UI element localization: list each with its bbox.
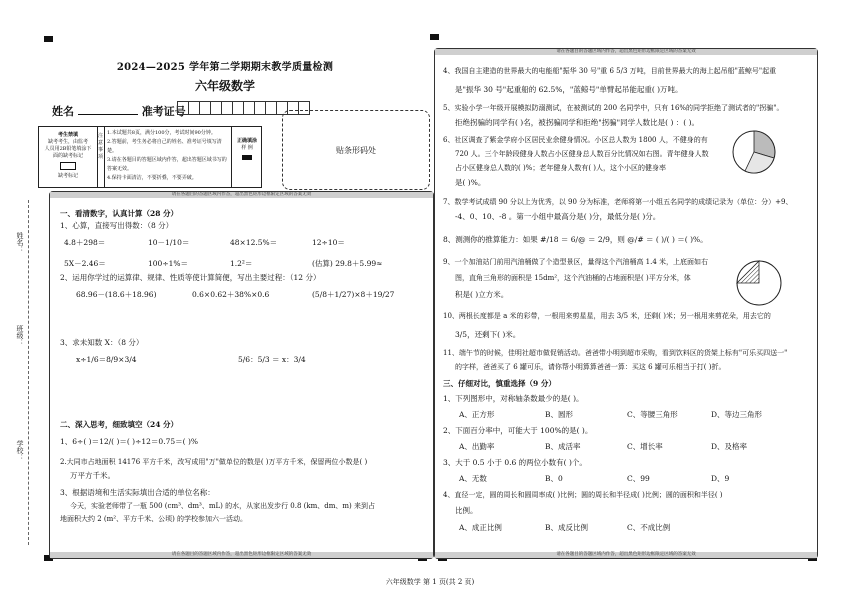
- registration-mark: [430, 34, 439, 40]
- choice-option[interactable]: D、等边三角形: [711, 410, 763, 419]
- fill-q11: 11、端午节的时候，佳明社超市做促销活动。爸爸带小明到超市采购，看到饮料区的货架上标有"可乐买四送一": [443, 349, 788, 357]
- fill-q8: 8、测测你的推算能力：如果 #/18 ＝ 6/@ ＝ 2/9，则 @/# ＝ ( )/( ) ＝( )%。: [443, 235, 708, 244]
- fill-example: 正确填涂 样 例: [231, 127, 262, 187]
- answer-zone-strip: 请在各题目的答题区域内作答，超出黑色矩形边框限定区域的答案无效: [435, 49, 817, 55]
- choice-option[interactable]: D、及格率: [711, 442, 748, 451]
- page-footer: 六年级数学 第 1 页(共 2 页): [385, 578, 475, 586]
- absent-checkbox[interactable]: [60, 162, 76, 170]
- choice-option[interactable]: A、出勤率: [459, 442, 495, 451]
- fill-q10-cont: 3/5，还剩下( )米。: [455, 330, 521, 339]
- choice-option[interactable]: C、等腰三角形: [627, 410, 678, 419]
- fill-q5-cont: 拒绝拐骗的同学有( )名，被拐骗同学和拒绝"拐骗"同学人数比是( ) ：( )。: [455, 118, 699, 127]
- choice-q4-cont: 比例。: [455, 506, 478, 515]
- exam-subject: 六年级数学: [194, 79, 255, 93]
- filled-mark-sample: [242, 155, 252, 160]
- q1-prompt: 1、心算，直接写出得数：（8 分）: [60, 221, 174, 230]
- choice-option[interactable]: B、0: [545, 474, 563, 483]
- fill-q9-line3: 积是( )立方米。: [455, 290, 509, 299]
- choice-q1: 1、下列图形中，对称轴条数最少的是( )。: [443, 394, 584, 403]
- fill-q1: 1、6÷( )＝12/( )＝( )÷12＝0.75＝( )%: [60, 437, 198, 446]
- name-label: 姓名: [52, 105, 74, 118]
- fill-q2-cont: 万平方千米。: [70, 471, 115, 480]
- choice-option[interactable]: C、99: [627, 474, 650, 483]
- answer-zone-strip: 请在各题目的答题区域内作答，超出黑色矩形边框限定区域的答案无效: [50, 192, 433, 198]
- simplify-item: 0.6×0.62＋38%×0.6: [192, 290, 270, 299]
- section-2-heading: 二、深入思考，细致填空（24 分）: [60, 420, 179, 429]
- simplify-item: 68.96－(18.6＋18.96): [76, 290, 157, 299]
- choice-q3: 3、大于 0.5 小于 0.6 的两位小数有( )个。: [443, 458, 587, 467]
- choice-q4: 4、直径一定，圆的周长和圆周率成( )比例；圆的周长和半径成( )比例；圆的面积和半径( ): [443, 491, 723, 499]
- calc-item: 1.2²＝: [230, 259, 253, 268]
- equation-item: x÷1/6＝8/9×3/4: [76, 355, 137, 364]
- calc-item: 12÷10＝: [312, 238, 345, 247]
- age-group-pie-chart: [731, 129, 777, 175]
- choice-option[interactable]: B、成活率: [545, 442, 581, 451]
- fill-q6-line3: 占小区健身总人数的( )%；老年健身人数有( )人，这个小区的健身率: [455, 164, 667, 172]
- calc-item: (估算) 29.8＋5.99≈: [312, 259, 383, 268]
- exam-number-label: 准考证号: [141, 105, 186, 118]
- absent-section: 考生禁填 缺考考生，由监考 人员用2B铅笔填涂下 面的缺考标记 缺考标记: [39, 127, 98, 187]
- fill-q6-line4: 是( )%。: [455, 178, 486, 187]
- answer-zone-strip-bottom: 请在各题目的答题区域内作答，超出黑色矩形边框限定区域的答案无效: [50, 552, 433, 558]
- fill-q3-text: 今天，实验老师带了一瓶 500 (cm³、dm³、mL) 的水，从家出发步行 0.8 (km、dm、m) 来到占: [70, 502, 375, 510]
- choice-option[interactable]: A、正方形: [459, 410, 495, 419]
- registration-mark: [44, 36, 53, 42]
- calc-item: 48×12.5%＝: [230, 238, 278, 247]
- fill-q7-cont: -4、0、10、-8 。第一小组中最高分是( )分，最低分是( )分。: [455, 212, 661, 221]
- fill-q9: 9、一个加油站门前用汽油桶做了个造型景区，量得这个汽油桶高 1.4 米，上底面如右: [443, 258, 709, 266]
- fill-q6: 6、社区调查了紫金学府小区居民业余健身情况。小区总人数为 1800 人，不健身的有: [443, 136, 708, 144]
- fill-q6-line2: 720 人。三个年龄段健身人数占小区健身总人数百分比情况如右图。青年健身人数: [455, 150, 709, 158]
- section-1-heading: 一、看清数字，认真计算（28 分）: [60, 209, 179, 218]
- binding-line: [28, 200, 29, 545]
- side-class-label: 班级：: [16, 325, 24, 346]
- fill-q11-cont: 的字样，爸爸买了 6 罐可乐，请你帮小明算算爸爸一算：买这 6 罐可乐相当于打( )折。: [455, 363, 726, 371]
- fill-q4: 4、我国自主建造的世界最大的电能船"振华 30 号"重 6 5/3 万吨，目前世界最大的海上起吊船"蓝鲸号"起重: [443, 67, 777, 75]
- choice-option[interactable]: A、成正比例: [459, 523, 502, 532]
- notice-box: [38, 126, 262, 188]
- choice-option[interactable]: A、无数: [459, 474, 487, 483]
- side-school-label: 学校：: [16, 440, 24, 461]
- fill-q2: 2.大同市占地面积 14176 平方千米，改写成用"万"做单位的数是( )万平方千米，保留两位小数是( ): [60, 458, 368, 466]
- calc-item: 10－1/10＝: [148, 238, 190, 247]
- barcode-area: 贴条形码处: [282, 110, 430, 190]
- choice-option[interactable]: C、增长率: [627, 442, 663, 451]
- choice-option[interactable]: B、圆形: [545, 410, 574, 419]
- calc-item: 5X－2.46＝: [64, 259, 106, 268]
- calc-item: 4.8＋298＝: [64, 238, 106, 247]
- notice-heading: 注意事项: [97, 127, 105, 187]
- exam-title: 2024—2025 学年第二学期期末教学质量检测: [116, 62, 334, 73]
- fill-q7: 7、数学考试成绩 90 分以上为优秀，以 90 分为标准，老师将第一小组五名同学的成绩记录为（单位：分）+9、: [443, 198, 793, 206]
- calc-item: 100÷1%＝: [148, 259, 188, 268]
- q2-prompt: 2、运用你学过的运算律、规律、性质等使计算简便，写出主要过程：（12 分）: [60, 273, 321, 282]
- choice-option[interactable]: D、9: [711, 474, 730, 483]
- fill-q3: 3、根据语境和生活实际填出合适的单位名称：: [60, 488, 215, 497]
- left-answer-panel: [49, 191, 434, 559]
- name-row: [52, 103, 186, 119]
- equation-item: 5/6：5/3 ＝ x：3/4: [238, 355, 306, 364]
- fill-q4-cont: 是"振华 30 号"起重船的 62.5%，"蓝鲸号"单臂起吊能起重( )万吨。: [455, 85, 683, 94]
- q3-prompt: 3、求未知数 X：（8 分）: [60, 338, 144, 347]
- choice-option[interactable]: B、成反比例: [545, 523, 589, 532]
- fill-q5: 5、实验小学一年级开展模拟防溺测试，在被测试的 200 名同学中，只有 16%的同学拒绝了测试者的"拐骗"。: [443, 104, 784, 112]
- side-name-label: 姓名：: [16, 232, 24, 253]
- tank-base-circle-figure: [735, 259, 783, 307]
- answer-zone-strip-bottom: 请在各题目的答题区域内作答，超出黑色矩形边框限定区域的答案无效: [435, 552, 817, 558]
- simplify-item: (5/8＋1/27)×8＋19/27: [312, 290, 395, 299]
- fill-q10: 10、两根长度都是 a 米的彩带，一根用来剪星星，用去 3/5 米，还剩( )米；另一根用来剪花朵，用去它的: [443, 312, 771, 320]
- choice-option[interactable]: C、不成比例: [627, 523, 671, 532]
- notice-text: 1.本试题共8页，满分100分，考试时间90分钟。 2.答题前，考生务必将自己的姓名、准考证号填写清楚。 3.请在各题目的答题区域内作答，超出答题区域书写的答案无效。 4.保持卡面清洁，不要折叠，不要弄破。: [107, 130, 227, 181]
- fill-q3-text-cont: 地面积大约 2 (m²、平方千米、公顷) 的学校参加六一活动。: [60, 515, 248, 523]
- section-3-heading: 三、仔细对比，慎重选择（9 分）: [443, 379, 556, 388]
- right-answer-panel: [434, 48, 818, 559]
- fill-q9-line2: 图，直角三角形的面积是 15dm²，这个汽油桶的占地面积是( )平方分米，体: [455, 274, 691, 282]
- choice-q2: 2、下面百分率中，可能大于 100%的是( )。: [443, 426, 593, 435]
